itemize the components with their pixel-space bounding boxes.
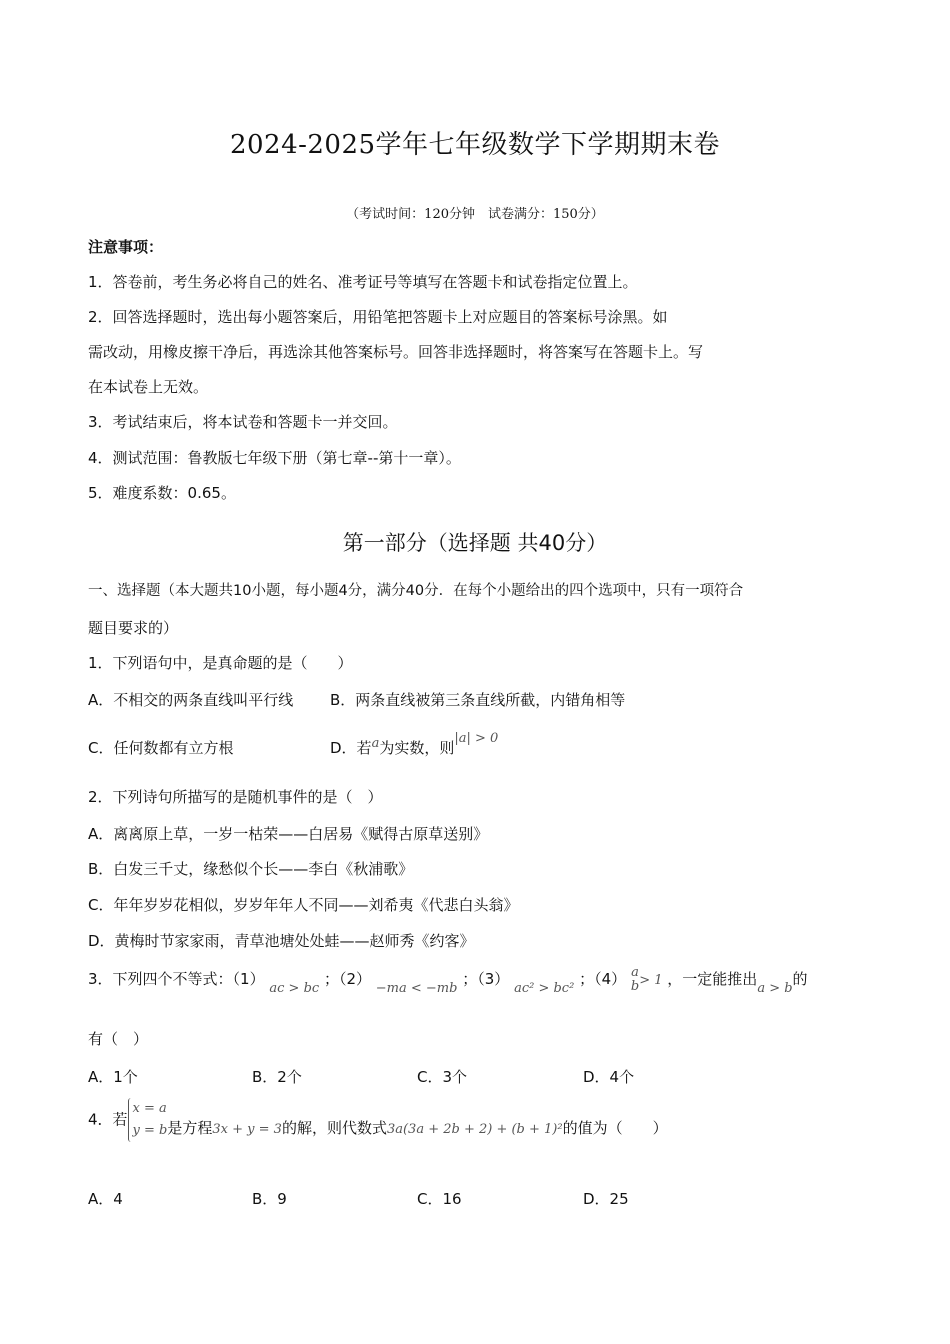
q3-m5: a > b <box>757 981 793 997</box>
q3-sep2: ；（2） <box>323 970 371 989</box>
note-line-3: 需改动，用橡皮擦干净后，再选涂其他答案标号。回答非选择题时，将答案写在答题卡上。写 <box>88 343 704 361</box>
q4-expression: 3a(3a + 2b + 2) + (b + 1)² <box>386 1121 563 1137</box>
q3-option-d: D．4个 <box>583 1068 635 1086</box>
q4-option-b: B．9 <box>252 1190 287 1208</box>
note-line-4: 在本试卷上无效。 <box>88 378 209 396</box>
q1-option-b: B．两条直线被第三条直线所截，内错角相等 <box>330 691 626 709</box>
q3-stem-line2: 有（ ） <box>88 1030 149 1048</box>
q3-end: 的 <box>792 970 808 989</box>
q3-mid: ，一定能推出 <box>667 970 758 989</box>
q1-option-c: C．任何数都有立方根 <box>88 739 234 757</box>
q3-frac-rest: > 1 <box>639 973 663 989</box>
q1-d-math: |a| > 0 <box>454 731 499 746</box>
q1-stem: 1．下列语句中，是真命题的是（ ） <box>88 654 353 672</box>
q3-option-a: A．1个 <box>88 1068 138 1086</box>
q3-stem <box>88 965 808 997</box>
q4-mid1: 是方程 <box>167 1118 213 1137</box>
q3-frac-num: a <box>631 965 639 980</box>
q1-d-mid: 为实数，则 <box>379 739 455 757</box>
q3-sep3: ；（3） <box>462 970 510 989</box>
q3-m3: ac² > bc² <box>514 981 575 997</box>
notes-heading: 注意事项： <box>88 238 164 256</box>
q2-option-d: D．黄梅时节家家雨，青草池塘处处蛙——赵师秀《约客》 <box>88 932 475 950</box>
q1-option-d <box>330 731 499 758</box>
q3-frac-den: b <box>630 978 640 994</box>
q4-stem <box>88 1098 668 1142</box>
q1-d-var: a <box>371 736 380 751</box>
q2-stem: 2．下列诗句所描写的是随机事件的是（ ） <box>88 788 383 806</box>
section-title: 第一部分（选择题 共40分） <box>342 531 608 555</box>
part-intro-1: 一、选择题（本大题共10小题，每小题4分，满分40分．在每个小题给出的四个选项中，只有一项符合 <box>88 583 744 599</box>
q4-sys-2: y = b <box>132 1123 168 1139</box>
q3-fraction <box>631 966 639 993</box>
note-line-1: 1．答卷前，考生务必将自己的姓名、准考证号等填写在答题卡和试卷指定位置上。 <box>88 273 638 291</box>
q3-option-b: B．2个 <box>252 1068 302 1086</box>
part-intro-2: 题目要求的） <box>88 619 179 637</box>
q4-equation: 3x + y = 3 <box>212 1121 282 1137</box>
note-line-2: 2．回答选择题时，选出每小题答案后，用铅笔把答题卡上对应题目的答案标号涂黑。如 <box>88 308 668 326</box>
q3-m1: ac > bc <box>269 981 320 997</box>
q4-option-c: C．16 <box>417 1190 462 1208</box>
q4-system <box>128 1098 168 1142</box>
q4-mid2: 的解，则代数式 <box>281 1118 387 1137</box>
note-line-6: 4．测试范围：鲁教版七年级下册（第七章--第十一章）。 <box>88 449 461 467</box>
q2-option-b: B．白发三千丈，缘愁似个长——李白《秋浦歌》 <box>88 860 414 878</box>
q4-end: 的值为（ ） <box>562 1118 668 1137</box>
q1-d-pre: D．若 <box>330 739 372 757</box>
q4-option-d: D．25 <box>583 1190 629 1208</box>
q4-pre: 4．若 <box>88 1110 128 1129</box>
q4-sys-1: x = a <box>132 1101 167 1116</box>
q3-sep4: ；（4） <box>579 970 627 989</box>
q3-pre: 3．下列四个不等式：（1） <box>88 970 265 989</box>
q3-option-c: C．3个 <box>417 1068 468 1086</box>
exam-title: 2024-2025学年七年级数学下学期期末卷 <box>229 130 721 160</box>
q2-option-a: A．离离原上草，一岁一枯荣——白居易《赋得古原草送别》 <box>88 825 489 843</box>
q4-option-a: A．4 <box>88 1190 123 1208</box>
q1-option-a: A．不相交的两条直线叫平行线 <box>88 691 294 709</box>
q2-option-c: C．年年岁岁花相似，岁岁年年人不同——刘希夷《代悲白头翁》 <box>88 896 519 914</box>
q3-m2: −ma < −mb <box>375 981 458 997</box>
note-line-5: 3．考试结束后，将本试卷和答题卡一并交回。 <box>88 413 398 431</box>
exam-subtitle: （考试时间：120分钟 试卷满分：150分） <box>346 207 604 222</box>
note-line-7: 5．难度系数：0.65。 <box>88 484 236 502</box>
